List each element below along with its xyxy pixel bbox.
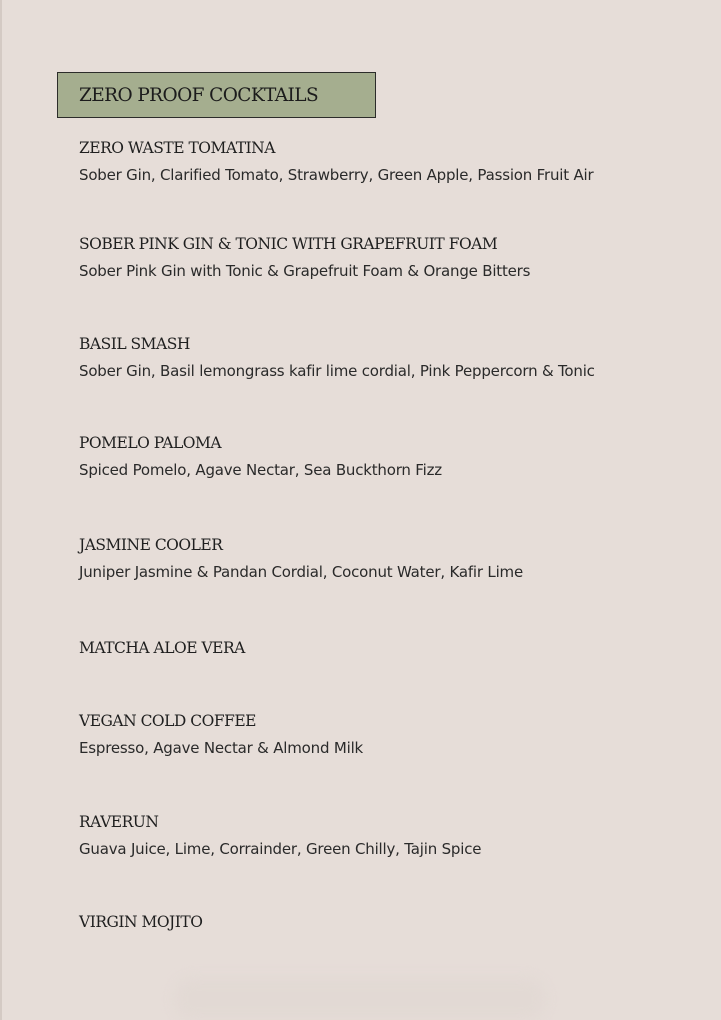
menu-item-zero-waste-tomatina — [79, 139, 699, 184]
menu-item-name: BASIL SMASH — [79, 335, 190, 353]
menu-item-description: Spiced Pomelo, Agave Nectar, Sea Buckthorn Fizz — [79, 461, 442, 479]
menu-item-description: Sober Gin, Clarified Tomato, Strawberry, Green Apple, Passion Fruit Air — [79, 166, 594, 184]
menu-item-name: POMELO PALOMA — [79, 434, 222, 452]
menu-item-name: ZERO WASTE TOMATINA — [79, 139, 275, 157]
menu-item-name: VIRGIN MOJITO — [79, 913, 203, 931]
menu-item-matcha-aloe-vera — [79, 639, 699, 657]
menu-item-description: Sober Gin, Basil lemongrass kafir lime cordial, Pink Peppercorn & Tonic — [79, 362, 595, 380]
section-header — [57, 72, 376, 118]
footer-smudge — [175, 978, 545, 1020]
menu-item-sober-pink-gin-tonic — [79, 235, 699, 280]
page-edge — [0, 0, 2, 1020]
menu-item-name: JASMINE COOLER — [79, 536, 223, 554]
section-title: ZERO PROOF COCKTAILS — [79, 84, 319, 106]
menu-item-pomelo-paloma — [79, 434, 699, 479]
menu-item-description: Sober Pink Gin with Tonic & Grapefruit Foam & Orange Bitters — [79, 262, 531, 280]
menu-item-name: SOBER PINK GIN & TONIC WITH GRAPEFRUIT FOAM — [79, 235, 498, 253]
menu-item-vegan-cold-coffee — [79, 712, 699, 757]
menu-item-description: Guava Juice, Lime, Corrainder, Green Chilly, Tajin Spice — [79, 840, 482, 858]
menu-item-name: MATCHA ALOE VERA — [79, 639, 245, 657]
menu-item-description: Juniper Jasmine & Pandan Cordial, Coconut Water, Kafir Lime — [79, 563, 523, 581]
menu-item-basil-smash — [79, 335, 699, 380]
menu-item-jasmine-cooler — [79, 536, 699, 581]
menu-item-virgin-mojito — [79, 913, 699, 931]
menu-item-description: Espresso, Agave Nectar & Almond Milk — [79, 739, 364, 757]
menu-item-name: RAVERUN — [79, 813, 159, 831]
menu-item-name: VEGAN COLD COFFEE — [79, 712, 256, 730]
menu-item-raverun — [79, 813, 699, 858]
